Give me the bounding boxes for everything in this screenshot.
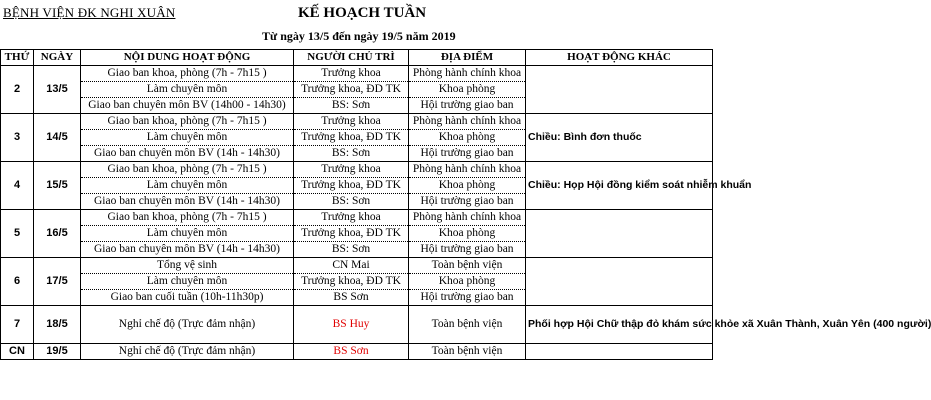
activity-content: Giao ban khoa, phòng (7h - 7h15 ) [81,114,294,130]
activity-content: Nghỉ chế độ (Trực đảm nhận) [81,306,294,344]
other-activity: Chiều: Bình đơn thuốc [526,114,713,162]
activity-content: Làm chuyên môn [81,226,294,242]
activity-content: Làm chuyên môn [81,130,294,146]
activity-host: Trưởng khoa, ĐD TK [294,82,409,98]
page-title: KẾ HOẠCH TUẦN [298,5,427,21]
date-range: Từ ngày 13/5 đến ngày 19/5 năm 2019 [262,29,456,43]
activity-host: Trưởng khoa [294,162,409,178]
column-header-place: ĐỊA ĐIỂM [409,50,526,66]
column-header-host: NGƯỜI CHỦ TRÌ [294,50,409,66]
activity-place: Hội trường giao ban [409,146,526,162]
activity-host: BS Sơn [294,290,409,306]
activity-host: Trưởng khoa [294,66,409,82]
activity-host: BS Sơn [294,344,409,360]
activity-host: Trưởng khoa, ĐD TK [294,274,409,290]
activity-place: Khoa phòng [409,82,526,98]
table-header-row [1,50,713,66]
activity-host: CN Mai [294,258,409,274]
activity-host: Trưởng khoa, ĐD TK [294,178,409,194]
activity-place: Khoa phòng [409,274,526,290]
column-header-other: HOẠT ĐỘNG KHÁC [526,50,713,66]
other-activity: Phối hợp Hội Chữ thập đỏ khám sức khỏe xã Xuân Thành, Xuân Yên (400 người) [526,306,713,344]
activity-host: Trưởng khoa [294,210,409,226]
date: 16/5 [34,210,81,258]
activity-content: Giao ban khoa, phòng (7h - 7h15 ) [81,66,294,82]
activity-content: Giao ban khoa, phòng (7h - 7h15 ) [81,162,294,178]
day-of-week: 5 [1,210,34,258]
activity-host: Trưởng khoa, ĐD TK [294,226,409,242]
day-of-week: 2 [1,66,34,114]
table-row [1,344,713,360]
date: 17/5 [34,258,81,306]
activity-place: Toàn bệnh viện [409,258,526,274]
activity-place: Khoa phòng [409,130,526,146]
activity-content: Tổng vệ sinh [81,258,294,274]
table-row [1,66,713,82]
activity-content: Giao ban khoa, phòng (7h - 7h15 ) [81,210,294,226]
column-header-content: NỘI DUNG HOẠT ĐỘNG [81,50,294,66]
table-row [1,162,713,178]
day-of-week: 7 [1,306,34,344]
activity-place: Toàn bệnh viện [409,344,526,360]
table-row [1,258,713,274]
day-of-week: CN [1,344,34,360]
other-activity [526,66,713,114]
activity-host: BS: Sơn [294,194,409,210]
activity-host: BS: Sơn [294,98,409,114]
activity-content: Làm chuyên môn [81,274,294,290]
other-activity [526,258,713,306]
table-row [1,306,713,344]
activity-host: Trưởng khoa [294,114,409,130]
activity-content: Giao ban chuyên môn BV (14h - 14h30) [81,146,294,162]
other-activity [526,210,713,258]
activity-place: Phòng hành chính khoa [409,114,526,130]
hospital-name: BỆNH VIỆN ĐK NGHI XUÂN [3,5,176,20]
activity-place: Khoa phòng [409,178,526,194]
activity-host: Trưởng khoa, ĐD TK [294,130,409,146]
date: 14/5 [34,114,81,162]
date: 13/5 [34,66,81,114]
activity-content: Làm chuyên môn [81,82,294,98]
activity-place: Phòng hành chính khoa [409,210,526,226]
date: 19/5 [34,344,81,360]
weekly-plan-table [0,49,931,360]
activity-place: Hội trường giao ban [409,242,526,258]
day-of-week: 6 [1,258,34,306]
activity-place: Hội trường giao ban [409,98,526,114]
activity-content: Giao ban chuyên môn BV (14h - 14h30) [81,242,294,258]
other-activity [526,344,713,360]
table-row [1,114,713,130]
activity-host: BS: Sơn [294,242,409,258]
other-activity: Chiều: Họp Hội đồng kiểm soát nhiễm khuẩn [526,162,713,210]
table-row [1,210,713,226]
activity-place: Phòng hành chính khoa [409,162,526,178]
activity-content: Giao ban chuyên môn BV (14h00 - 14h30) [81,98,294,114]
activity-host: BS: Sơn [294,146,409,162]
activity-place: Toàn bệnh viện [409,306,526,344]
date: 18/5 [34,306,81,344]
activity-content: Giao ban chuyên môn BV (14h - 14h30) [81,194,294,210]
activity-content: Làm chuyên môn [81,178,294,194]
date: 15/5 [34,162,81,210]
activity-place: Hội trường giao ban [409,194,526,210]
table-body [1,66,931,360]
activity-content: Giao ban cuối tuần (10h-11h30p) [81,290,294,306]
activity-host: BS Huy [294,306,409,344]
day-of-week: 4 [1,162,34,210]
activity-place: Phòng hành chính khoa [409,66,526,82]
day-of-week: 3 [1,114,34,162]
column-header-ngay: NGÀY [34,50,81,66]
activity-content: Nghỉ chế độ (Trực đảm nhận) [81,344,294,360]
activity-place: Hội trường giao ban [409,290,526,306]
activity-place: Khoa phòng [409,226,526,242]
column-header-thu: THỨ [1,50,34,66]
